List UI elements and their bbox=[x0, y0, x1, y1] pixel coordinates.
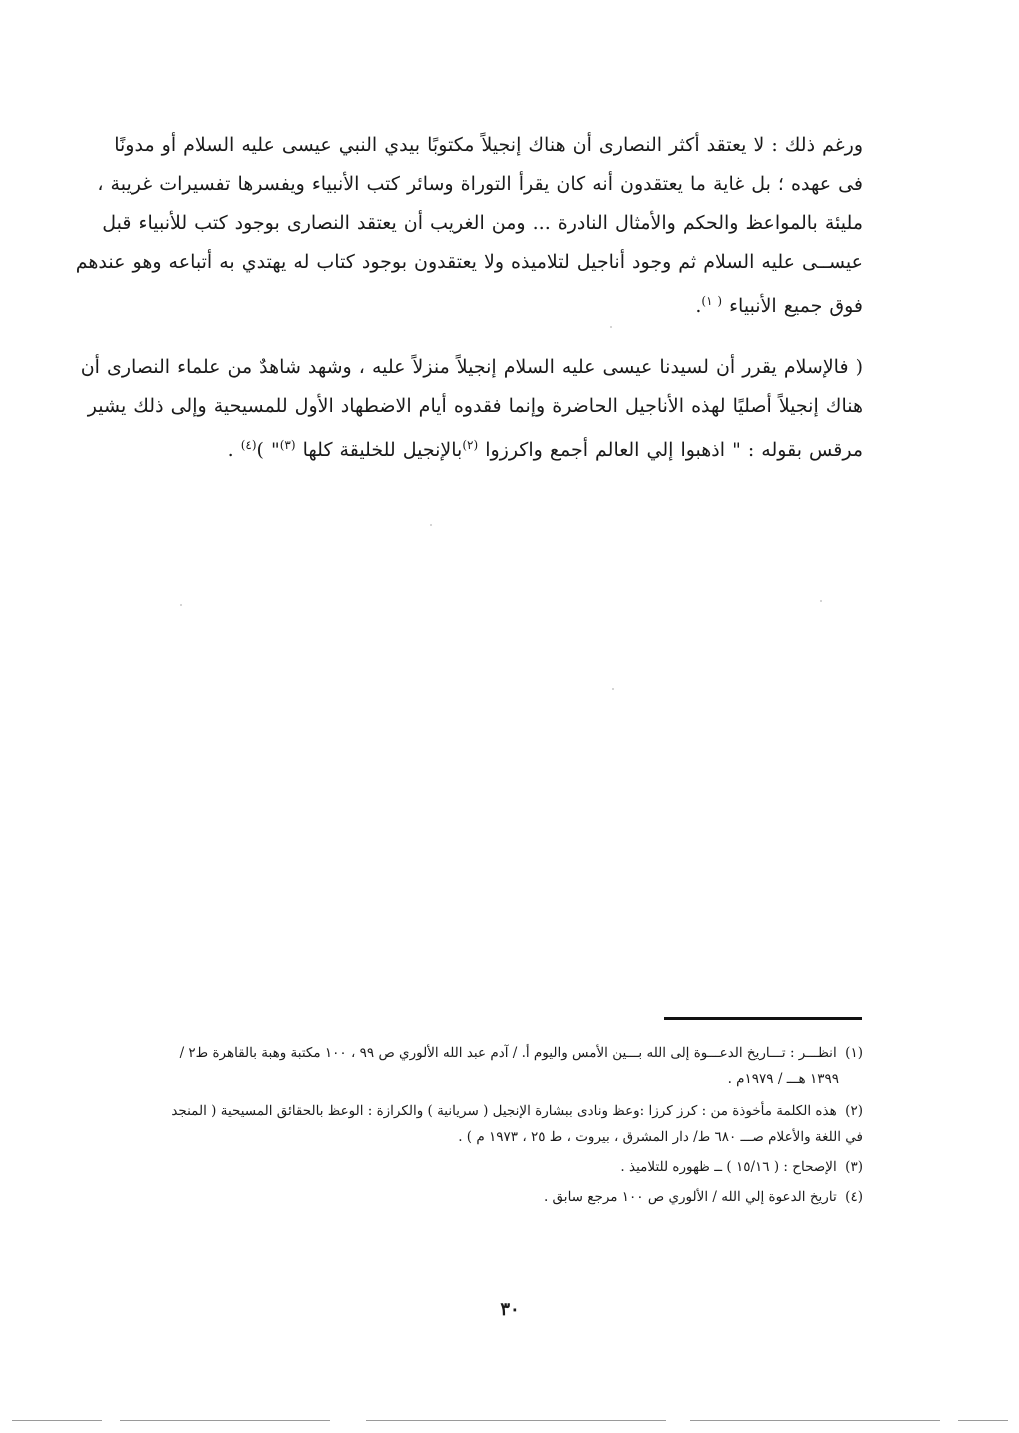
scan-speck bbox=[610, 326, 612, 328]
footnote-2 bbox=[160, 1098, 863, 1150]
footnote-2-number: (٢) bbox=[845, 1103, 863, 1119]
scan-edge-line bbox=[12, 1420, 102, 1421]
scan-edge-line bbox=[120, 1420, 330, 1421]
footnote-1-line-1 bbox=[160, 1040, 863, 1066]
footnote-ref-1: ( ١) bbox=[701, 294, 723, 308]
footnote-4 bbox=[160, 1184, 863, 1210]
footnote-4-line-1 bbox=[160, 1184, 863, 1210]
scan-edge-line bbox=[958, 1420, 1008, 1421]
footnote-2-line-2: في اللغة والأعلام صـــ ٦٨٠ ط/ دار المشرق ، بيروت ، ط ٢٥ ، ١٩٧٣ م ) . bbox=[458, 1129, 863, 1145]
footnote-1 bbox=[160, 1040, 863, 1092]
footnote-2-text-1: هذه الكلمة مأخوذة من : كرز كرزا :وعظ ونادى ببشارة الإنجيل ( سريانية ) والكرازة : الوعظ بالحقائق المسيحية ( المنجد bbox=[171, 1103, 837, 1119]
footnote-3-line-1 bbox=[160, 1154, 863, 1180]
footnote-4-text-1: تاريخ الدعوة إلي الله / الألوري ص ١٠٠ مرجع سابق . bbox=[543, 1189, 837, 1205]
scan-speck bbox=[430, 524, 432, 526]
scan-speck bbox=[612, 688, 614, 690]
paragraph-1-line-5-text: فوق جميع الأنبياء bbox=[729, 295, 863, 317]
paragraph-2-line-1: ( فالإسلام يقرر أن لسيدنا عيسى عليه السلام إنجيلاً منزلاً عليه ، وشهد شاهدٌ من علماء النصارى أن bbox=[80, 356, 863, 378]
footnote-1-text-1: انظـــر : تـــاريخ الدعـــوة إلى الله بـــين الأمس واليوم أ. / آدم عبد الله الألوري ص ٩٩ ، ١٠٠ مكتبة وهبة بالقاهرة ط٢ / bbox=[179, 1045, 837, 1061]
page-number: ٣٠ bbox=[500, 1299, 520, 1320]
scan-edge-line bbox=[690, 1420, 940, 1421]
paragraph-2-line-3 bbox=[158, 426, 863, 470]
footnote-2-line-1 bbox=[160, 1098, 863, 1124]
footnote-3 bbox=[160, 1154, 863, 1180]
paragraph-1-line-5 bbox=[158, 282, 863, 326]
footnote-separator bbox=[664, 1017, 862, 1020]
footnote-ref-3: (٣) bbox=[279, 438, 296, 452]
footnote-ref-2: (٢) bbox=[462, 438, 479, 452]
main-paragraph-2 bbox=[80, 348, 863, 470]
footnote-4-number: (٤) bbox=[845, 1189, 863, 1205]
footnote-1-number: (١) bbox=[845, 1045, 863, 1061]
scan-speck bbox=[180, 604, 182, 606]
scan-edge-line bbox=[366, 1420, 666, 1421]
paragraph-2-line-3-part-c: " ) bbox=[256, 439, 280, 461]
paragraph-1-line-3: مليئة بالمواعظ والحكم والأمثال النادرة ... ومن الغريب أن يعتقد النصارى بوجود كتب للأنبياء قبل bbox=[102, 212, 863, 234]
footnote-ref-4: (٤) bbox=[240, 438, 257, 452]
main-paragraph-1 bbox=[75, 126, 863, 326]
paragraph-2-line-3-part-b: بالإنجيل للخليقة كلها bbox=[295, 439, 463, 461]
paragraph-1-line-2: فى عهده ؛ بل غاية ما يعتقدون أنه كان يقرأ التوراة وسائر كتب الأنبياء ويفسرها تفسيرات غريبة ، bbox=[97, 173, 863, 195]
paragraph-2-line-3-part-a: مرقس بقوله : " اذهبوا إلي العالم أجمع واكرزوا bbox=[478, 439, 863, 461]
scan-speck bbox=[820, 600, 822, 602]
footnote-3-text-1: الإصحاح : ( ١٥/١٦ ) ــ ظهوره للتلاميذ . bbox=[620, 1159, 837, 1175]
paragraph-1-end-mark: . bbox=[695, 295, 702, 317]
paragraph-1-line-4: عيســى عليه السلام ثم وجود أناجيل لتلاميذه ولا يعتقدون بوجود كتاب له يهتدي به أتباعه وهو عندهم bbox=[75, 251, 863, 273]
footnote-3-number: (٣) bbox=[845, 1159, 863, 1175]
paragraph-2-end-mark: . bbox=[227, 439, 234, 461]
footnote-1-line-2: ١٣٩٩ هـــ / ١٩٧٩م . bbox=[727, 1071, 839, 1087]
paragraph-1-line-1: ورغم ذلك : لا يعتقد أكثر النصارى أن هناك إنجيلاً مكتوبًا بيدي النبي عيسى عليه السلام أو مدونًا bbox=[114, 134, 863, 156]
paragraph-2-line-2: هناك إنجيلاً أصليًا لهذه الأناجيل الحاضرة وإنما فقدوه أيام الاضطهاد الأول للمسيحية وإلى ذلك يشير bbox=[87, 395, 863, 417]
footnotes-section bbox=[160, 1040, 863, 1210]
